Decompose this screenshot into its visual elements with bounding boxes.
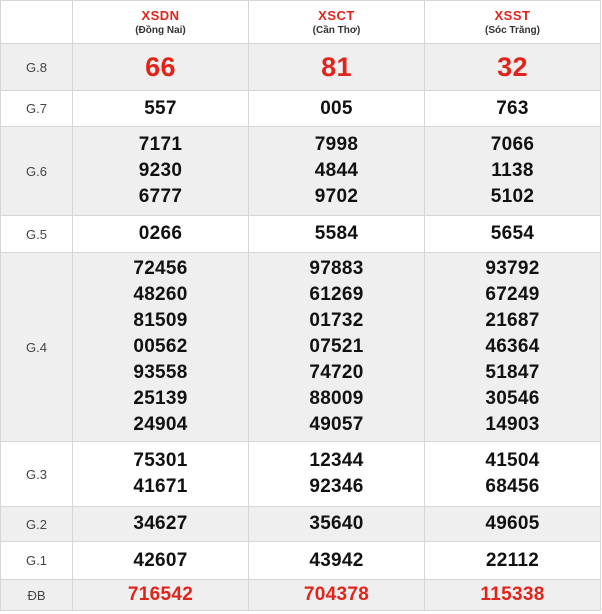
result-number: 22112 [485, 549, 540, 571]
prize-row [1, 442, 601, 507]
prize-label: G.3 [1, 442, 73, 507]
prize-row [1, 127, 601, 216]
result-number: 24904 [133, 414, 188, 435]
result-number: 4844 [314, 160, 359, 181]
prize-row [1, 542, 601, 580]
result-number: 34627 [133, 513, 188, 534]
result-number: 0266 [138, 223, 183, 244]
result-cell [425, 442, 601, 507]
result-number: 30546 [485, 388, 540, 409]
result-number: 557 [144, 97, 177, 119]
province-code[interactable]: XSST [494, 8, 531, 23]
result-number: 49605 [485, 513, 540, 534]
result-number: 005 [320, 97, 353, 119]
result-number: 5584 [314, 223, 359, 244]
result-cell [425, 127, 601, 216]
prize-rows [1, 44, 601, 611]
result-number: 61269 [309, 284, 364, 305]
result-number: 32 [497, 52, 528, 82]
result-number: 12344 [309, 450, 364, 471]
result-cell [425, 542, 601, 580]
result-cell [249, 542, 425, 580]
result-cell [249, 253, 425, 442]
result-number: 704378 [303, 584, 370, 605]
province-header-0 [73, 1, 249, 44]
result-cell [249, 44, 425, 91]
result-number: 41504 [485, 450, 540, 471]
result-number: 97883 [309, 258, 364, 279]
prize-row [1, 507, 601, 542]
result-cell [249, 216, 425, 253]
result-number: 14903 [485, 414, 540, 435]
result-number: 35640 [309, 513, 364, 534]
province-name: (Sóc Trăng) [484, 25, 540, 36]
result-number: 763 [496, 97, 529, 119]
prize-label: ĐB [1, 580, 73, 611]
province-name: (Đồng Nai) [135, 25, 186, 36]
prize-row [1, 580, 601, 611]
result-number: 51847 [485, 362, 540, 383]
prize-row [1, 216, 601, 253]
result-number: 7998 [314, 134, 359, 155]
province-name: (Cần Thơ) [312, 25, 361, 36]
result-cell [73, 91, 249, 127]
header-row [1, 1, 601, 44]
result-number: 07521 [309, 336, 364, 357]
result-number: 75301 [133, 450, 188, 471]
result-cell [249, 91, 425, 127]
result-number: 88009 [309, 388, 364, 409]
result-cell [73, 44, 249, 91]
result-number: 7066 [490, 134, 535, 155]
result-cell [73, 542, 249, 580]
result-number: 1138 [491, 160, 534, 181]
prize-label: G.5 [1, 216, 73, 253]
result-cell [73, 442, 249, 507]
result-cell [249, 127, 425, 216]
result-number: 716542 [127, 584, 194, 605]
result-cell [73, 253, 249, 442]
result-number: 41671 [133, 476, 188, 497]
result-number: 115338 [480, 584, 545, 605]
result-number: 00562 [133, 336, 188, 357]
result-cell [425, 253, 601, 442]
result-number: 48260 [133, 284, 188, 305]
result-number: 68456 [485, 476, 540, 497]
prize-label: G.8 [1, 44, 73, 91]
result-cell [73, 127, 249, 216]
result-cell [425, 507, 601, 542]
result-number: 43942 [309, 549, 364, 571]
result-number: 49057 [309, 414, 364, 435]
result-number: 01732 [309, 310, 364, 331]
prize-label: G.6 [1, 127, 73, 216]
result-cell [425, 580, 601, 611]
result-number: 67249 [485, 284, 540, 305]
result-number: 6777 [138, 186, 183, 207]
result-number: 25139 [133, 388, 188, 409]
result-cell [73, 216, 249, 253]
prize-label: G.4 [1, 253, 73, 442]
result-number: 5654 [490, 223, 535, 244]
result-number: 42607 [133, 549, 188, 571]
result-number: 7171 [138, 134, 183, 155]
result-number: 21687 [485, 310, 540, 331]
result-number: 9230 [138, 160, 183, 181]
prize-label: G.2 [1, 507, 73, 542]
province-code[interactable]: XSDN [141, 8, 180, 23]
result-cell [425, 91, 601, 127]
result-number: 81509 [133, 310, 188, 331]
result-cell [249, 442, 425, 507]
result-cell [249, 507, 425, 542]
corner-cell [1, 1, 73, 44]
result-cell [425, 44, 601, 91]
prize-label: G.7 [1, 91, 73, 127]
result-number: 5102 [490, 186, 535, 207]
result-number: 72456 [133, 258, 188, 279]
result-cell [425, 216, 601, 253]
result-number: 46364 [485, 336, 540, 357]
province-code[interactable]: XSCT [318, 8, 355, 23]
prize-label: G.1 [1, 542, 73, 580]
result-number: 66 [145, 52, 176, 82]
result-cell [249, 580, 425, 611]
result-cell [73, 507, 249, 542]
province-header-1 [249, 1, 425, 44]
result-number: 81 [321, 52, 352, 82]
result-number: 93792 [485, 258, 540, 279]
prize-row [1, 44, 601, 91]
prize-row [1, 253, 601, 442]
result-number: 74720 [309, 362, 364, 383]
province-header-2 [425, 1, 601, 44]
result-number: 92346 [309, 476, 364, 497]
prize-row [1, 91, 601, 127]
result-number: 93558 [133, 362, 188, 383]
result-number: 9702 [314, 186, 359, 207]
result-cell [73, 580, 249, 611]
